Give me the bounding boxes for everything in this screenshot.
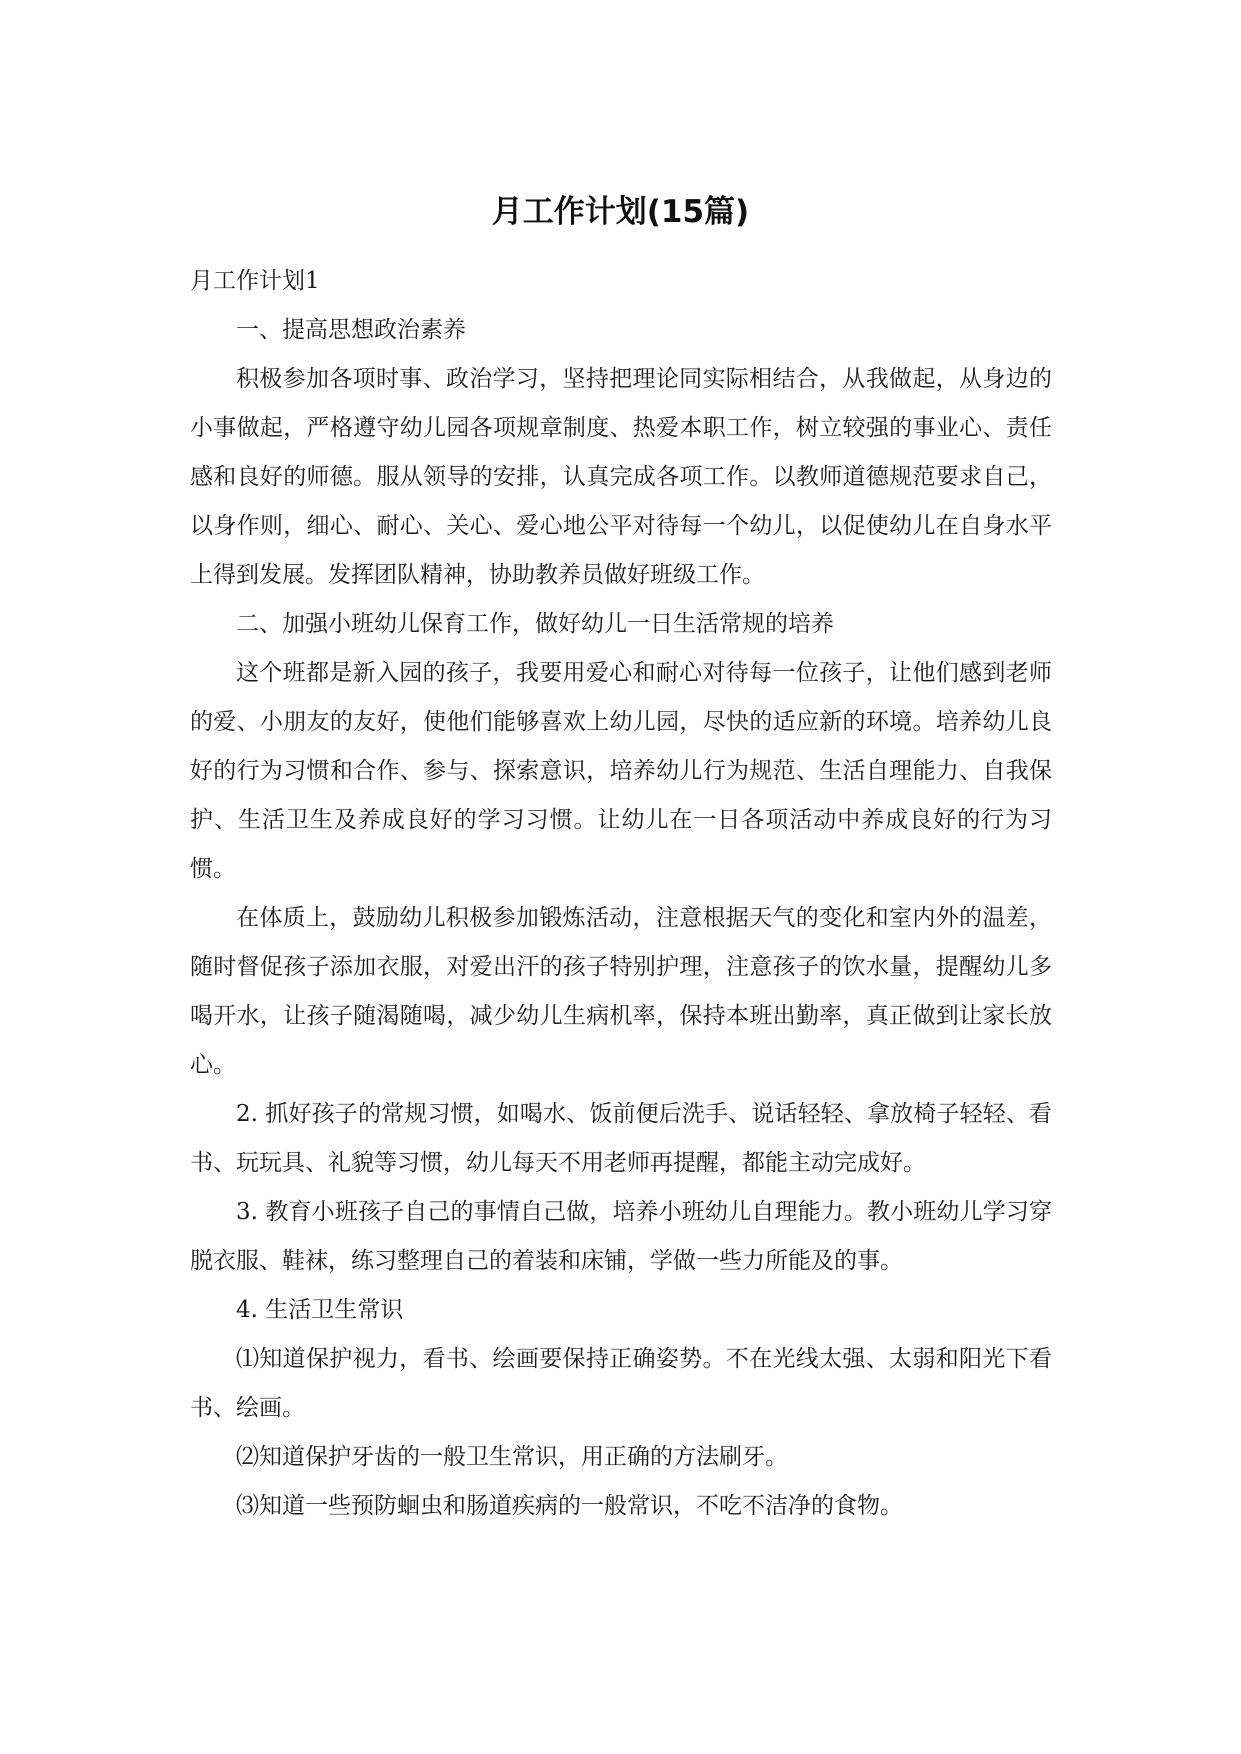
heading-1: 一、提高思想政治素养 <box>236 317 466 343</box>
paragraph: 在体质上，鼓励幼儿积极参加锻炼活动，注意根据天气的变化和室内外的温差，随时督促孩子添加衣服，对爱出汗的孩子特别护理，注意孩子的饮水量，提醒幼儿多喝开水，让孩子随渴随喝，减少幼儿生病机率，保持本班出勤率，真正做到让家长放心。 <box>190 905 1052 1078</box>
list-item: 4. 生活卫生常识 <box>236 1297 404 1323</box>
paragraph: 积极参加各项时事、政治学习，坚持把理论同实际相结合，从我做起，从身边的小事做起，严格遵守幼儿园各项规章制度、热爱本职工作，树立较强的事业心、责任感和良好的师德。服从领导的安排，认真完成各项工作。以教师道德规范要求自己，以身作则，细心、耐心、关心、爱心地公平对待每一个幼儿，以促使幼儿在自身水平上得到发展。发挥团队精神，协助教养员做好班级工作。 <box>190 366 1052 588</box>
paragraph: 这个班都是新入园的孩子，我要用爱心和耐心对待每一位孩子，让他们感到老师的爱、小朋友的友好，使他们能够喜欢上幼儿园，尽快的适应新的环境。培养幼儿良好的行为习惯和合作、参与、探索意识，培养幼儿行为规范、生活自理能力、自我保护、生活卫生及养成良好的学习习惯。让幼儿在一日各项活动中养成良好的行为习惯。 <box>190 660 1052 882</box>
sub-list-item: ⑴知道保护视力，看书、绘画要保持正确姿势。不在光线太强、太弱和阳光下看书、绘画。 <box>190 1346 1052 1421</box>
heading-2: 二、加强小班幼儿保育工作，做好幼儿一日生活常规的培养 <box>236 611 834 637</box>
sub-list-item: ⑶知道一些预防蛔虫和肠道疾病的一般常识，不吃不洁净的食物。 <box>236 1493 903 1519</box>
document-title: 月工作计划(15篇) <box>491 194 750 230</box>
list-item: 2. 抓好孩子的常规习惯，如喝水、饭前便后洗手、说话轻轻、拿放椅子轻轻、看书、玩玩具、礼貌等习惯，幼儿每天不用老师再提醒，都能主动完成好。 <box>190 1101 1052 1176</box>
sub-list-item: ⑵知道保护牙齿的一般卫生常识，用正确的方法刷牙。 <box>236 1444 788 1470</box>
document-body <box>190 257 1052 1531</box>
list-item: 3. 教育小班孩子自己的事情自己做，培养小班幼儿自理能力。教小班幼儿学习穿脱衣服、鞋袜，练习整理自己的着装和床铺，学做一些力所能及的事。 <box>190 1199 1052 1274</box>
section-heading: 月工作计划1 <box>190 268 320 294</box>
